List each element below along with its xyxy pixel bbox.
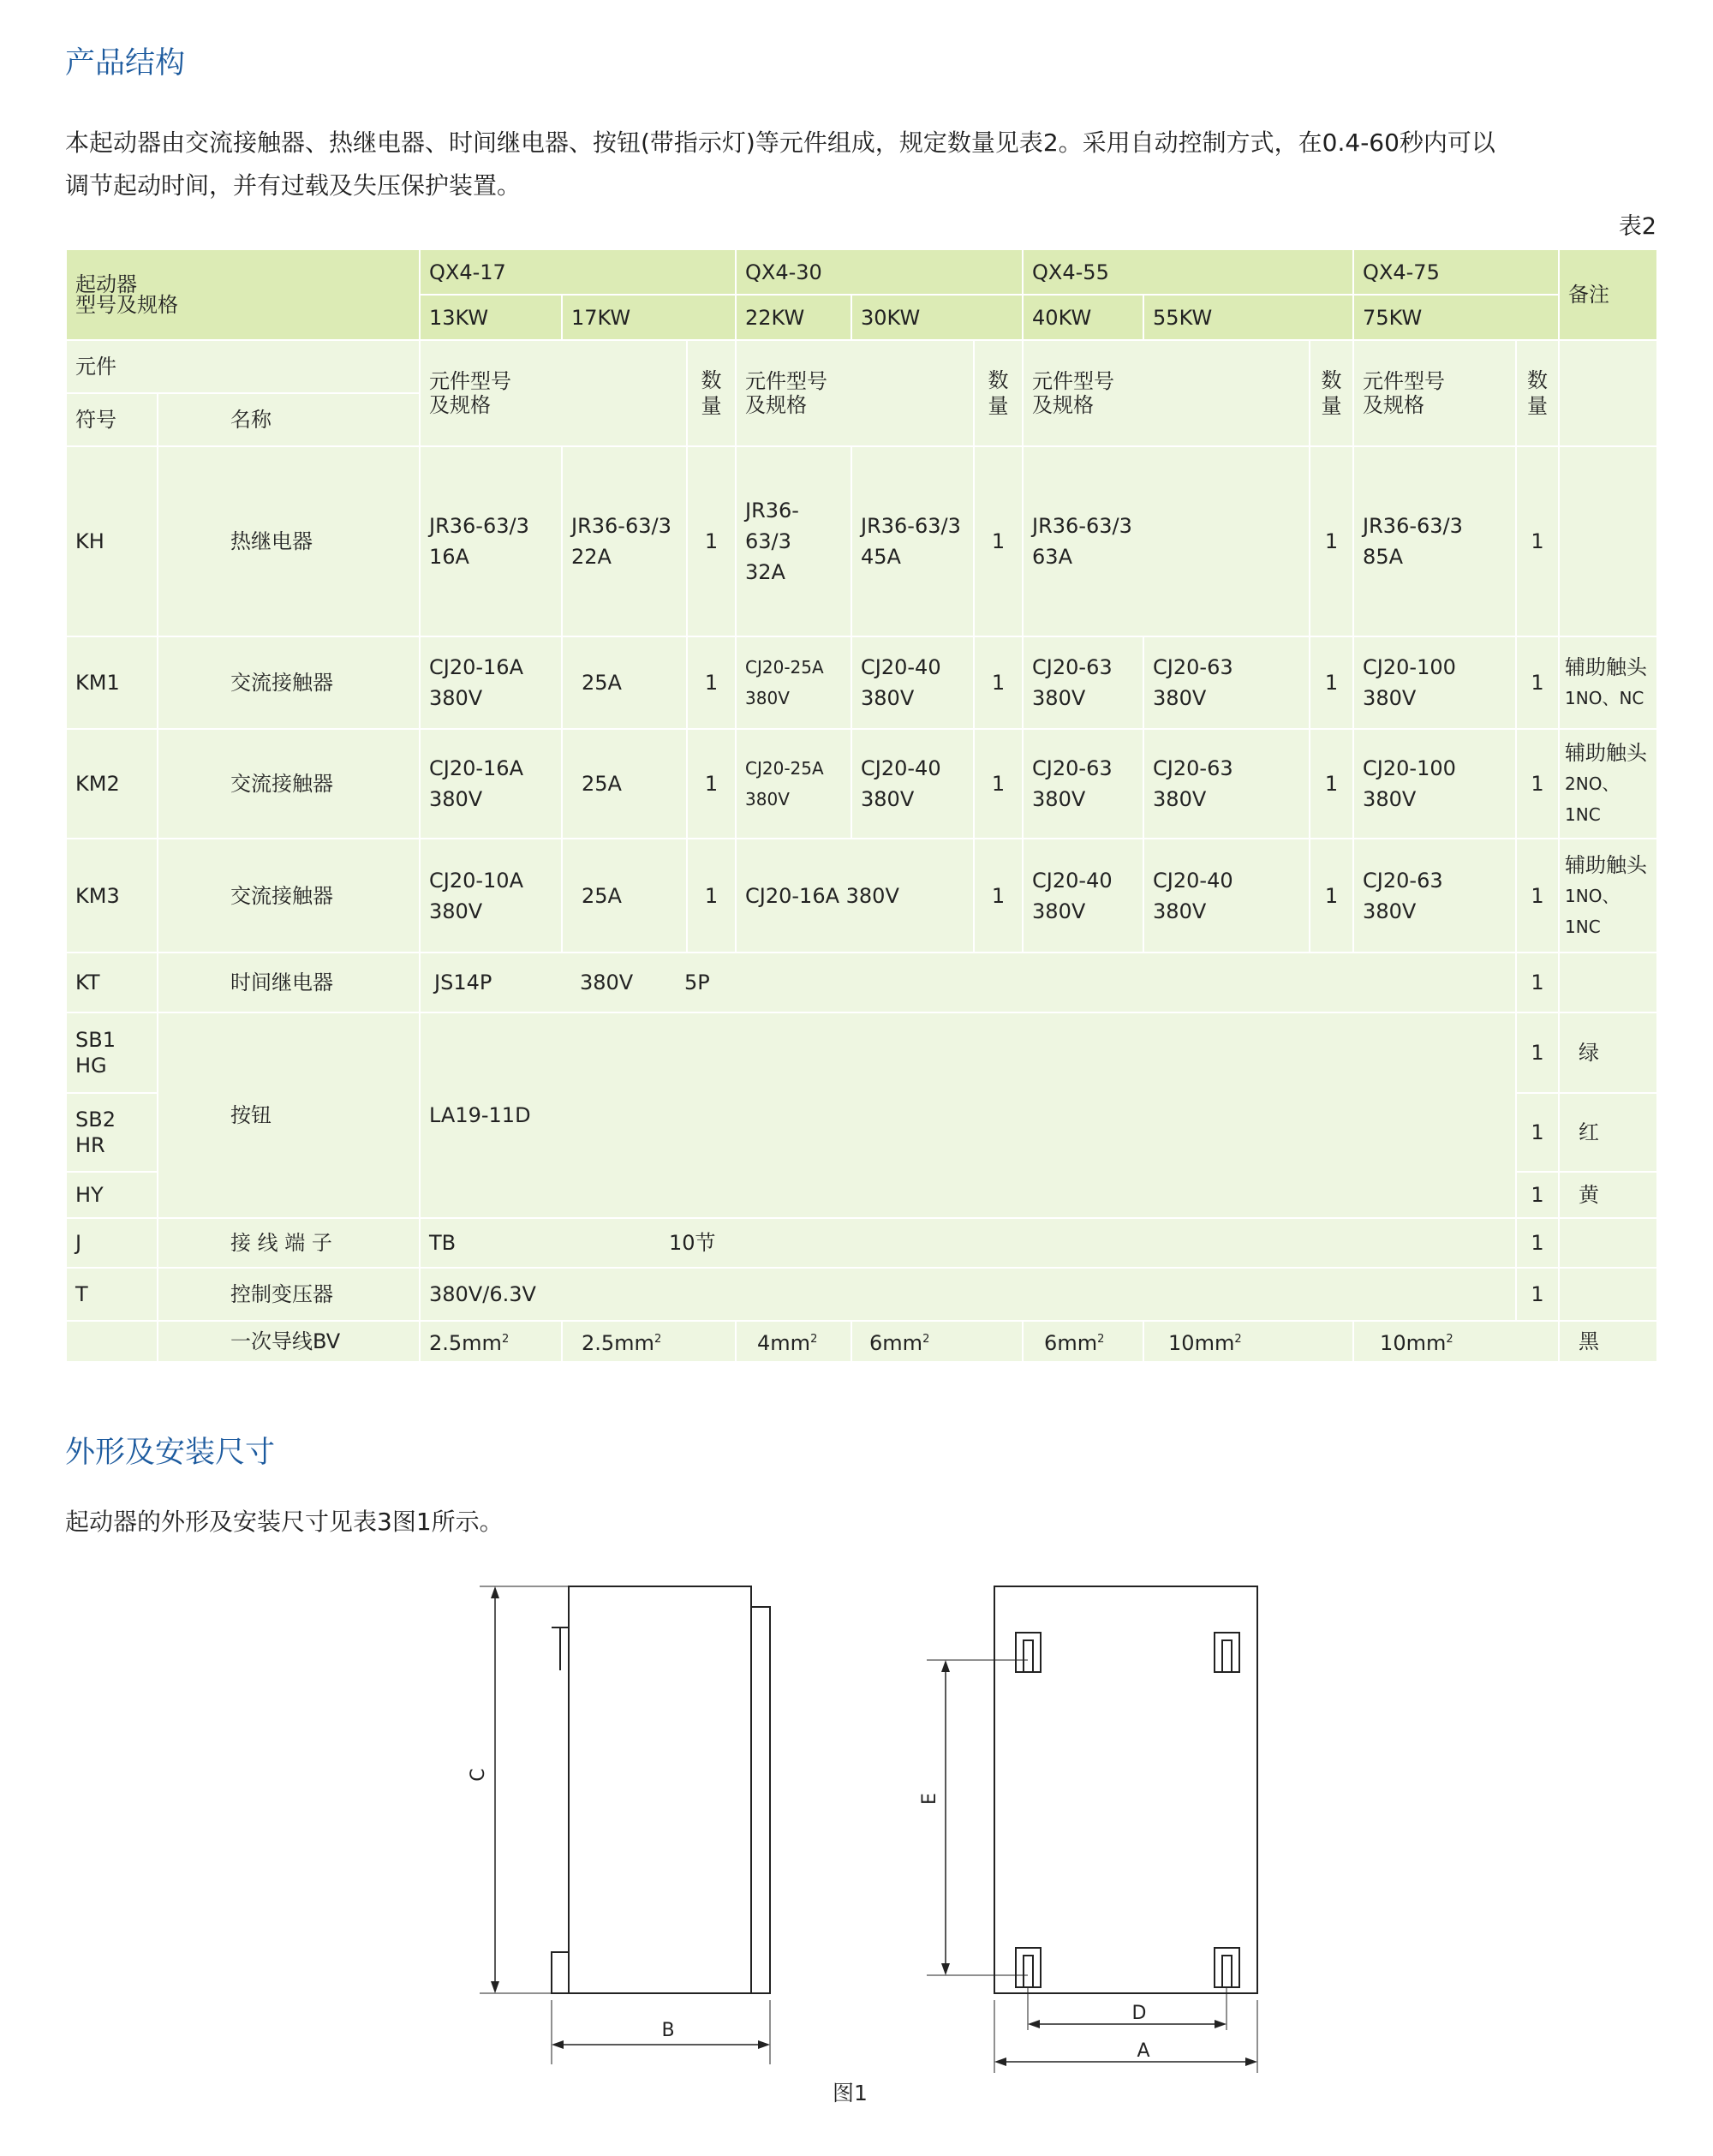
spec-line2: 380V [429, 686, 483, 710]
spec-header-line1: 元件型号 [429, 369, 511, 393]
bv-unit: mm [770, 1331, 811, 1355]
qty-header-char2: 量 [1321, 394, 1342, 418]
header-power-75kw: 75KW [1353, 295, 1559, 340]
spec-line1: JR36-63/3 [1032, 514, 1132, 538]
dim-a-arrow-left [994, 2057, 1006, 2066]
bv-unit: mm [614, 1331, 654, 1355]
spec-line2: 380V [745, 688, 790, 708]
mounting-hole-top-right [1215, 1633, 1239, 1672]
km1-qty-3: 1 [1310, 636, 1353, 729]
remark-line2: 1NO、1NC [1565, 885, 1620, 937]
km1-name: 交流接触器 [158, 636, 420, 729]
figure-caption: 图1 [833, 2081, 868, 2105]
km3-qty-1: 1 [687, 839, 736, 953]
spec-line1: CJ20-25A [745, 657, 824, 678]
kt-voltage: 380V [580, 970, 634, 994]
qty-header-char2: 量 [701, 394, 722, 418]
sb1-qty: 1 [1516, 1012, 1559, 1093]
spec-line1: CJ20-63 [1153, 655, 1233, 679]
spec-line1: CJ20-63 [1032, 655, 1113, 679]
dimensions-paragraph: 起动器的外形及安装尺寸见表3图1所示。 [65, 1508, 504, 1536]
j-name: 接 线 端 子 [158, 1218, 420, 1268]
remark-line2: 1NO、NC [1565, 688, 1644, 708]
dim-label-b: B [661, 2020, 675, 2041]
spec-line1: CJ20-63 [1032, 756, 1113, 780]
km2-qty-2: 1 [974, 729, 1023, 839]
side-view-bracket-bottom [552, 1952, 569, 1993]
qty-header-char1: 数 [1321, 368, 1342, 392]
bv-sup: 2 [1097, 1333, 1105, 1346]
section-title-dimensions: 外形及安装尺寸 [65, 1436, 276, 1470]
spec-line2: 380V [1153, 787, 1207, 811]
kh-qty-1: 1 [687, 446, 736, 636]
bv-unit: mm [1057, 1331, 1098, 1355]
kh-qty-4: 1 [1516, 446, 1559, 636]
spec-line1: CJ20-16A [429, 655, 523, 679]
mounting-hole-top-left [1016, 1633, 1041, 1672]
spec-line2: 380V [429, 787, 483, 811]
bv-unit: mm [462, 1331, 502, 1355]
dim-label-c: C [468, 1768, 489, 1782]
spec-line2: 380V [1153, 686, 1207, 710]
kt-model: JS14P [434, 970, 492, 994]
km3-spec-3: CJ20-16A 380V [736, 839, 974, 953]
t-spec: 380V/6.3V [420, 1268, 1516, 1321]
spec-line1: CJ20-100 [1363, 655, 1456, 679]
bv-sup: 2 [654, 1333, 662, 1346]
sb2-qty: 1 [1516, 1093, 1559, 1172]
km3-qty-4: 1 [1516, 839, 1559, 953]
kt-symbol: KT [66, 953, 158, 1012]
mounting-hole-bottom-left [1016, 1948, 1041, 1987]
spec-line1: CJ20-40 [861, 756, 941, 780]
spec-line2: 16A [429, 545, 469, 569]
bv-num: 6 [1044, 1331, 1058, 1355]
j-qty: 1 [1516, 1218, 1559, 1268]
spec-line2: 380V [1153, 899, 1207, 923]
bv-num: 2.5 [429, 1331, 463, 1355]
sb-name: 按钮 [158, 1012, 420, 1218]
symbol-line1: SB2 [75, 1108, 116, 1132]
bv-num: 10 [1168, 1331, 1195, 1355]
km1-qty-1: 1 [687, 636, 736, 729]
dim-c-arrow-top [491, 1586, 499, 1598]
header-remark: 备注 [1559, 249, 1657, 340]
spec-header-line2: 及规格 [429, 393, 491, 417]
km3-symbol: KM3 [66, 839, 158, 953]
side-view [480, 1586, 770, 2064]
j-symbol: J [66, 1218, 158, 1268]
spec-line1: JR36-63/3 [1363, 514, 1463, 538]
spec-line1: JR36-63/3 [861, 514, 961, 538]
remark-line1: 辅助触头 [1565, 655, 1648, 679]
km3-spec-2: 25A [562, 839, 687, 953]
qty-header-char1: 数 [1527, 368, 1549, 392]
sb1-color: 绿 [1559, 1012, 1657, 1093]
t-qty: 1 [1516, 1268, 1559, 1321]
t-symbol: T [66, 1268, 158, 1321]
bv-unit: mm [1194, 1331, 1235, 1355]
spec-line2: 380V [1363, 686, 1417, 710]
km2-name: 交流接触器 [158, 729, 420, 839]
km1-qty-2: 1 [974, 636, 1023, 729]
structure-paragraph-line1: 本起动器由交流接触器、热继电器、时间继电器、按钮(带指示灯)等元件组成，规定数量见表2。采用自动控制方式，在0.4-60秒内可以 [65, 128, 1495, 157]
header-model-qx4-30: QX4-30 [736, 249, 1023, 295]
j-model: TB [429, 1231, 457, 1255]
qty-header-char1: 数 [988, 368, 1009, 392]
spec-line2: 45A [861, 545, 901, 569]
kh-qty-3: 1 [1310, 446, 1353, 636]
front-view [927, 1586, 1257, 2073]
spec-line2: 380V [861, 787, 915, 811]
spec-line2: 85A [1363, 545, 1404, 569]
spec-line2: 380V [1032, 686, 1086, 710]
km3-qty-2: 1 [974, 839, 1023, 953]
spec-line1: CJ20-40 [1032, 868, 1113, 893]
km3-name: 交流接触器 [158, 839, 420, 953]
spec-line1: CJ20-10A [429, 868, 523, 893]
bv-remark: 黑 [1559, 1321, 1657, 1362]
spec-line2: 380V [861, 686, 915, 710]
header-power-40kw: 40KW [1023, 295, 1143, 340]
spec-line1: JR36-63/3 [745, 499, 799, 553]
km3-qty-3: 1 [1310, 839, 1353, 953]
kt-name: 时间继电器 [158, 953, 420, 1012]
bv-sup: 2 [810, 1333, 818, 1346]
km2-qty-1: 1 [687, 729, 736, 839]
bv-num: 10 [1380, 1331, 1406, 1355]
qty-header-char1: 数 [701, 368, 722, 392]
dim-e-arrow-bottom [941, 1963, 950, 1975]
spec-header-line1: 元件型号 [1032, 369, 1115, 393]
dim-label-a: A [1137, 2040, 1150, 2062]
header-power-55kw: 55KW [1143, 295, 1353, 340]
spec-line1: CJ20-40 [861, 655, 941, 679]
bv-unit: mm [882, 1331, 923, 1355]
dim-b-arrow-left [552, 2040, 564, 2049]
spec-line1: CJ20-63 [1153, 756, 1233, 780]
hy-symbol: HY [66, 1172, 158, 1218]
spec-header-line1: 元件型号 [745, 369, 828, 393]
km1-qty-4: 1 [1516, 636, 1559, 729]
bv-unit: mm [1406, 1331, 1447, 1355]
j-sections: 10节 [669, 1231, 716, 1255]
symbol-line1: SB1 [75, 1028, 116, 1052]
bv-sup: 2 [1234, 1333, 1242, 1346]
qty-header-char2: 量 [988, 394, 1009, 418]
spec-line1: CJ20-40 [1153, 868, 1233, 893]
km1-spec-2: 25A [562, 636, 687, 729]
header-starter-line1: 起动器 [75, 272, 137, 296]
dim-b-arrow-right [758, 2040, 770, 2049]
header-power-30kw: 30KW [851, 295, 1023, 340]
header-model-qx4-17: QX4-17 [420, 249, 736, 295]
hy-color: 黄 [1559, 1172, 1657, 1218]
remark-line1: 辅助触头 [1565, 741, 1648, 765]
section-title-structure: 产品结构 [65, 46, 186, 81]
dim-d-arrow-right [1215, 2020, 1227, 2028]
km2-qty-3: 1 [1310, 729, 1353, 839]
spec-header-line1: 元件型号 [1363, 369, 1446, 393]
spec-header-line2: 及规格 [1032, 393, 1095, 417]
spec-header-line2: 及规格 [1363, 393, 1425, 417]
km2-spec-2: 25A [562, 729, 687, 839]
bv-sup: 2 [1446, 1333, 1453, 1346]
dim-d-arrow-left [1028, 2020, 1040, 2028]
bv-num: 4 [757, 1331, 771, 1355]
dim-a-arrow-right [1245, 2057, 1257, 2066]
hy-qty: 1 [1516, 1172, 1559, 1218]
spec-line2: 32A [745, 560, 785, 584]
spec-line2: 380V [1363, 899, 1417, 923]
spec-line1: CJ20-16A [429, 756, 523, 780]
front-view-body [994, 1586, 1257, 1993]
sb-model: LA19-11D [420, 1012, 1516, 1218]
table-label: 表2 [1618, 213, 1656, 240]
bv-num: 6 [869, 1331, 883, 1355]
dim-label-d: D [1131, 2003, 1147, 2024]
header-model-qx4-55: QX4-55 [1023, 249, 1353, 295]
kh-name: 热继电器 [158, 446, 420, 636]
kt-qty: 1 [1516, 953, 1559, 1012]
spec-line2: 380V [1363, 787, 1417, 811]
symbol-line2: HG [75, 1054, 107, 1078]
spec-line2: 380V [1032, 899, 1086, 923]
bv-sup: 2 [922, 1333, 930, 1346]
kt-range: 5P [684, 970, 710, 994]
bv-num: 2.5 [582, 1331, 615, 1355]
sb2-color: 红 [1559, 1093, 1657, 1172]
spec-header-line2: 及规格 [745, 393, 808, 417]
km1-symbol: KM1 [66, 636, 158, 729]
spec-line1: JR36-63/3 [571, 514, 671, 538]
t-name: 控制变压器 [158, 1268, 420, 1321]
spec-line1: CJ20-100 [1363, 756, 1456, 780]
header-power-13kw: 13KW [420, 295, 562, 340]
structure-paragraph-line2: 调节起动时间，并有过载及失压保护装置。 [65, 171, 522, 200]
remark-line1: 辅助触头 [1565, 852, 1648, 877]
spec-line1: CJ20-63 [1363, 868, 1443, 893]
kh-qty-2: 1 [974, 446, 1023, 636]
bv-sup: 2 [501, 1333, 510, 1346]
spec-line1: CJ20-25A [745, 758, 824, 779]
side-view-body [569, 1586, 751, 1993]
symbol-label: 符号 [66, 393, 158, 446]
spec-line2: 380V [745, 789, 790, 809]
remark-line2: 2NO、1NC [1565, 773, 1620, 825]
km2-qty-4: 1 [1516, 729, 1559, 839]
mounting-hole-bottom-right [1215, 1948, 1239, 1987]
dim-c-arrow-bottom [491, 1981, 499, 1993]
header-power-22kw: 22KW [736, 295, 851, 340]
header-model-qx4-75: QX4-75 [1353, 249, 1559, 295]
spec-line2: 380V [1032, 787, 1086, 811]
spec-line2: 380V [429, 899, 483, 923]
header-power-17kw: 17KW [562, 295, 736, 340]
header-starter-line2: 型号及规格 [75, 293, 178, 317]
symbol-line2: HR [75, 1133, 105, 1157]
spec-line2: 22A [571, 545, 612, 569]
dim-e-arrow-top [941, 1660, 950, 1672]
component-label: 元件 [66, 340, 420, 393]
kh-symbol: KH [66, 446, 158, 636]
name-label: 名称 [158, 393, 420, 446]
side-view-back-plate [751, 1607, 770, 1993]
dim-label-e: E [919, 1793, 940, 1805]
bv-name: 一次导线BV [158, 1321, 420, 1362]
km2-symbol: KM2 [66, 729, 158, 839]
spec-line2: 63A [1032, 545, 1072, 569]
qty-header-char2: 量 [1527, 394, 1549, 418]
spec-line1: JR36-63/3 [429, 514, 529, 538]
